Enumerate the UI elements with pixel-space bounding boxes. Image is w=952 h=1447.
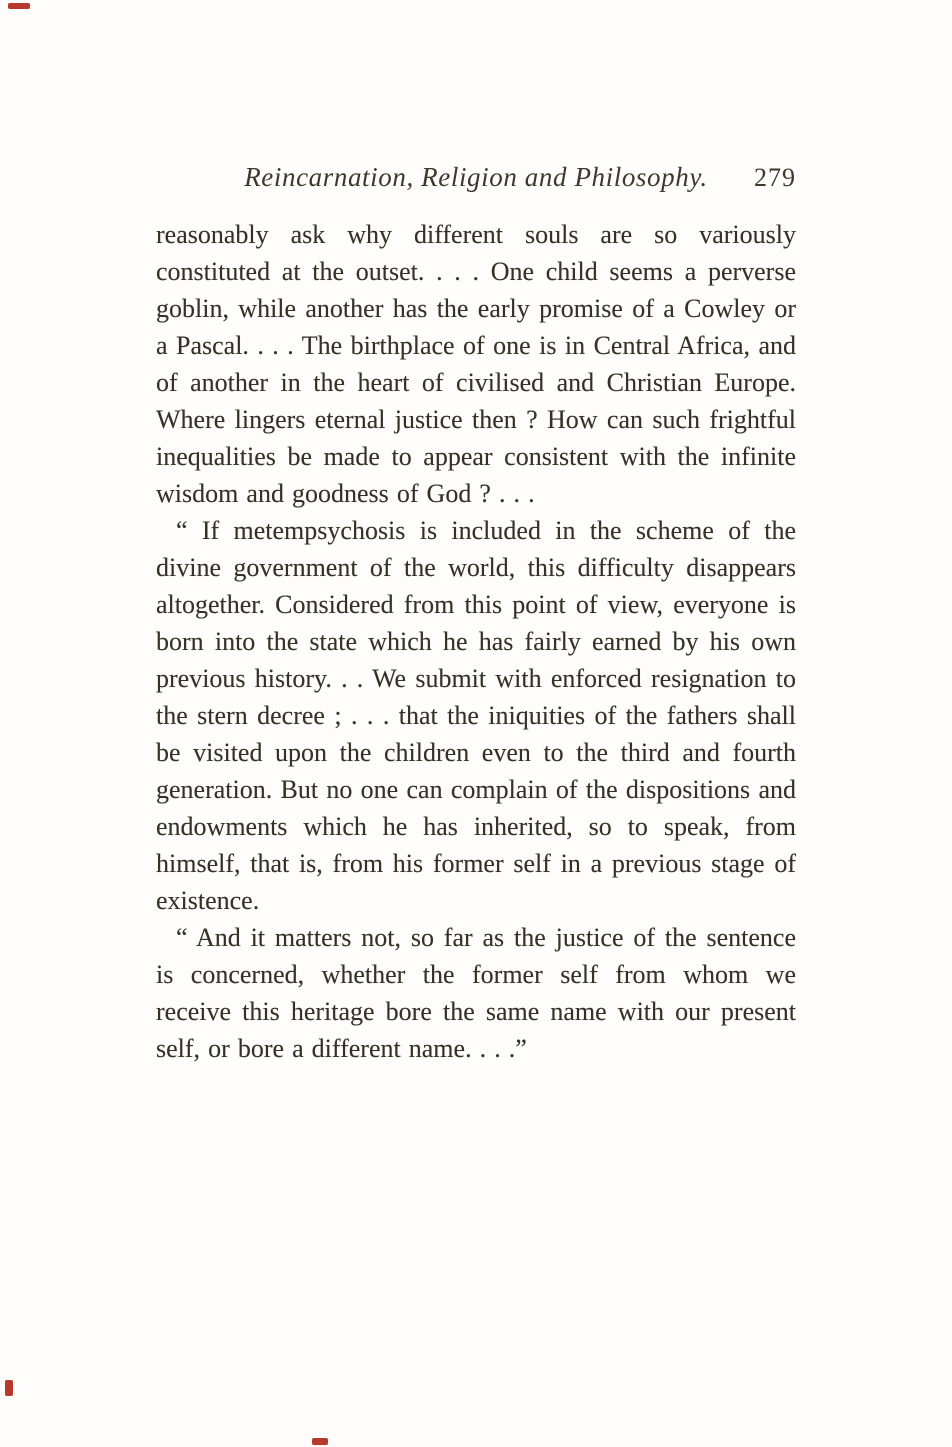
paragraph: reasonably ask why different souls are so variously constituted at the outset. . . . One child seems a perverse goblin, while another has the early promise of a Cowley or a Pascal. . . . The birthplace of one is in Central Africa, and of another in the heart of civilised and Christian Europe. Where lingers eternal justice then ? How can such frightful inequalities be made to appear consistent with the infinite wisdom and goodness of God ? . . .	[156, 220, 796, 508]
scan-artifact	[8, 3, 30, 9]
paragraph: “ And it matters not, so far as the justice of the sentence is concerned, whether the former self from whom we receive this heritage bore the same name with our present self, or bore a different name. . . .”	[156, 923, 796, 1063]
running-head	[156, 162, 796, 204]
scan-artifact	[5, 1380, 13, 1396]
page-body	[156, 216, 796, 1067]
paragraph: “ If metempsychosis is included in the scheme of the divine government of the world, this difficulty disappears altogether. Considered from this point of view, everyone is born into the state which he has fairly earned by his own previous history. . . We submit with enforced resignation to the stern decree ; . . . that the iniquities of the fathers shall be visited upon the children even to the third and fourth generation. But no one can complain of the dispositions and endowments which he has inherited, so to speak, from himself, that is, from his former self in a previous stage of existence.	[156, 516, 796, 915]
page-number: 279	[754, 163, 796, 192]
chapter-title: Reincarnation, Religion and Philosophy.	[244, 162, 708, 192]
scan-artifact	[312, 1438, 328, 1445]
